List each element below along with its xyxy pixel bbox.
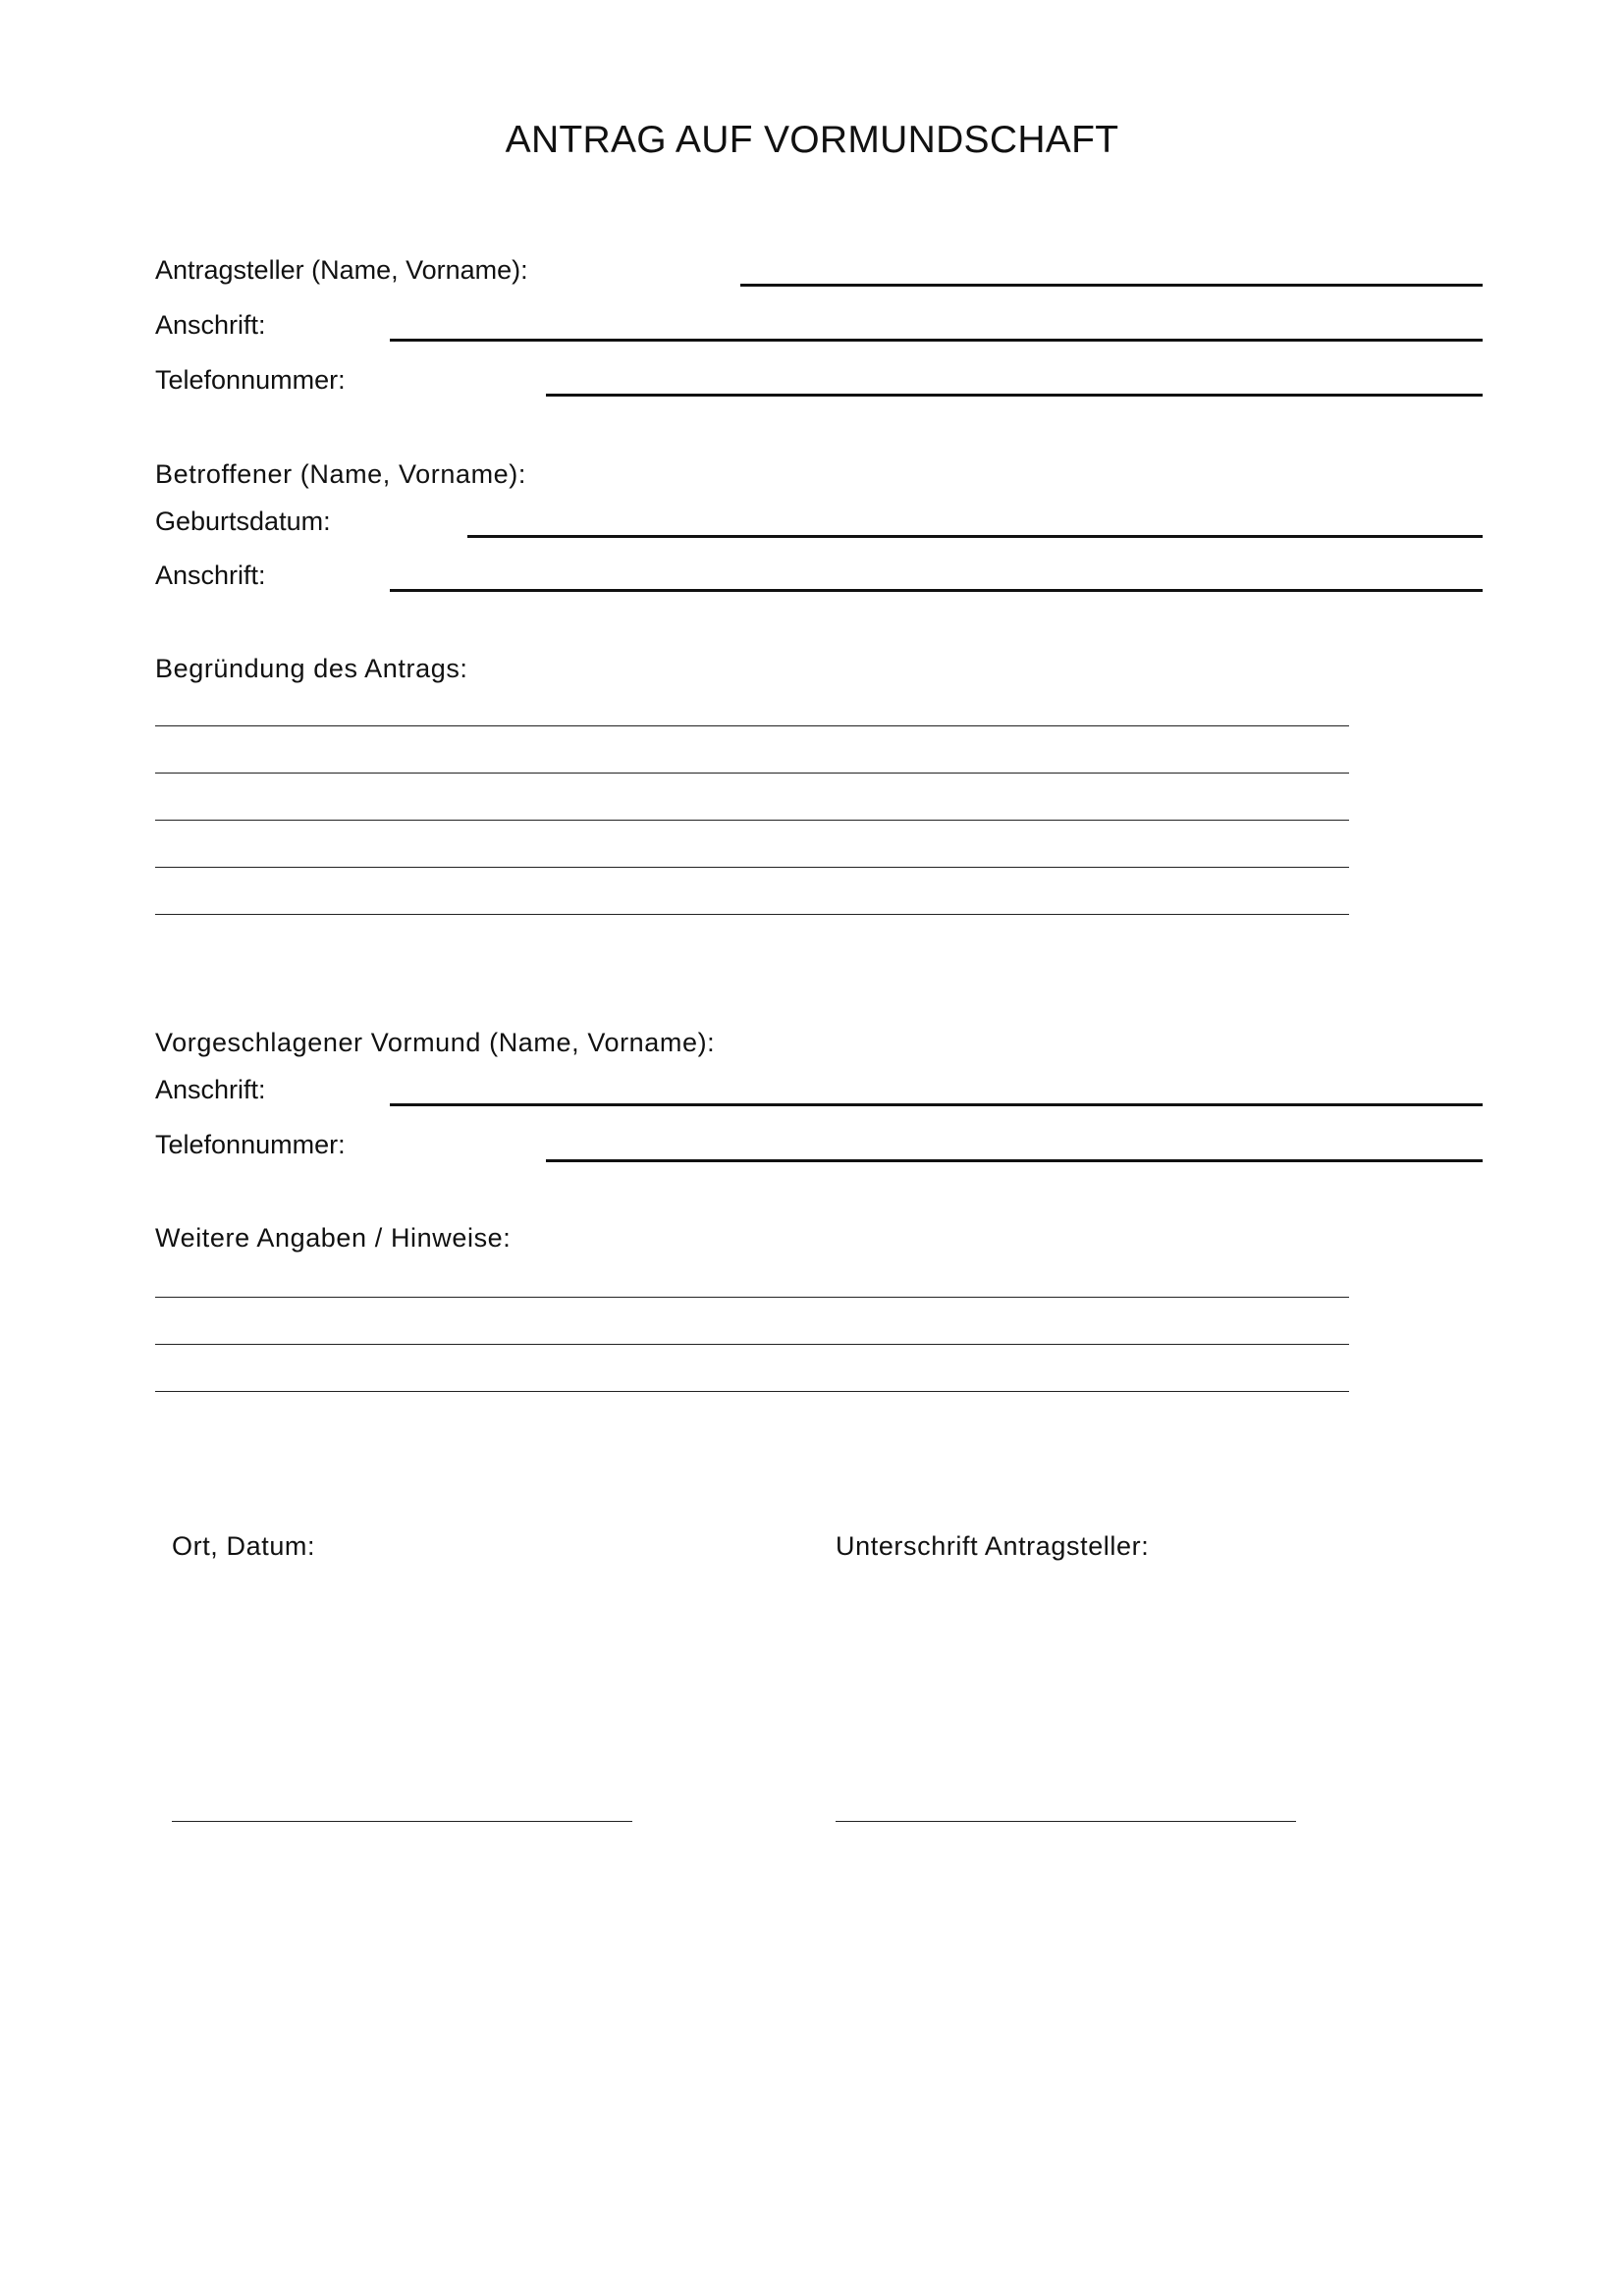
- applicant-phone-label: Telefonnummer:: [155, 365, 346, 395]
- reason-line[interactable]: [155, 914, 1349, 915]
- affected-birthdate-field[interactable]: [467, 535, 1483, 538]
- applicant-phone-field[interactable]: [546, 394, 1483, 397]
- reason-line[interactable]: [155, 773, 1349, 774]
- notes-line[interactable]: [155, 1391, 1349, 1392]
- guardian-address-label: Anschrift:: [155, 1075, 266, 1104]
- applicant-name-label: Antragsteller (Name, Vorname):: [155, 255, 528, 285]
- affected-name-label: Betroffener (Name, Vorname):: [155, 459, 526, 489]
- reason-line[interactable]: [155, 725, 1349, 726]
- guardian-phone-label: Telefonnummer:: [155, 1130, 346, 1159]
- applicant-address-label: Anschrift:: [155, 310, 266, 340]
- notes-line[interactable]: [155, 1344, 1349, 1345]
- reason-line[interactable]: [155, 820, 1349, 821]
- signature-label: Unterschrift Antragsteller:: [836, 1531, 1150, 1561]
- guardian-phone-field[interactable]: [546, 1159, 1483, 1162]
- form-title: ANTRAG AUF VORMUNDSCHAFT: [505, 119, 1119, 161]
- guardian-name-label: Vorgeschlagener Vormund (Name, Vorname):: [155, 1028, 716, 1057]
- reason-label: Begründung des Antrags:: [155, 654, 468, 683]
- affected-birthdate-label: Geburtsdatum:: [155, 507, 331, 536]
- reason-line[interactable]: [155, 867, 1349, 868]
- affected-address-label: Anschrift:: [155, 561, 266, 590]
- place-date-line[interactable]: [172, 1821, 632, 1822]
- guardian-address-field[interactable]: [390, 1103, 1483, 1106]
- affected-address-field[interactable]: [390, 589, 1483, 592]
- signature-line[interactable]: [836, 1821, 1296, 1822]
- applicant-name-field[interactable]: [740, 284, 1483, 287]
- place-date-label: Ort, Datum:: [172, 1531, 316, 1561]
- applicant-address-field[interactable]: [390, 339, 1483, 342]
- notes-label: Weitere Angaben / Hinweise:: [155, 1223, 512, 1253]
- notes-line[interactable]: [155, 1297, 1349, 1298]
